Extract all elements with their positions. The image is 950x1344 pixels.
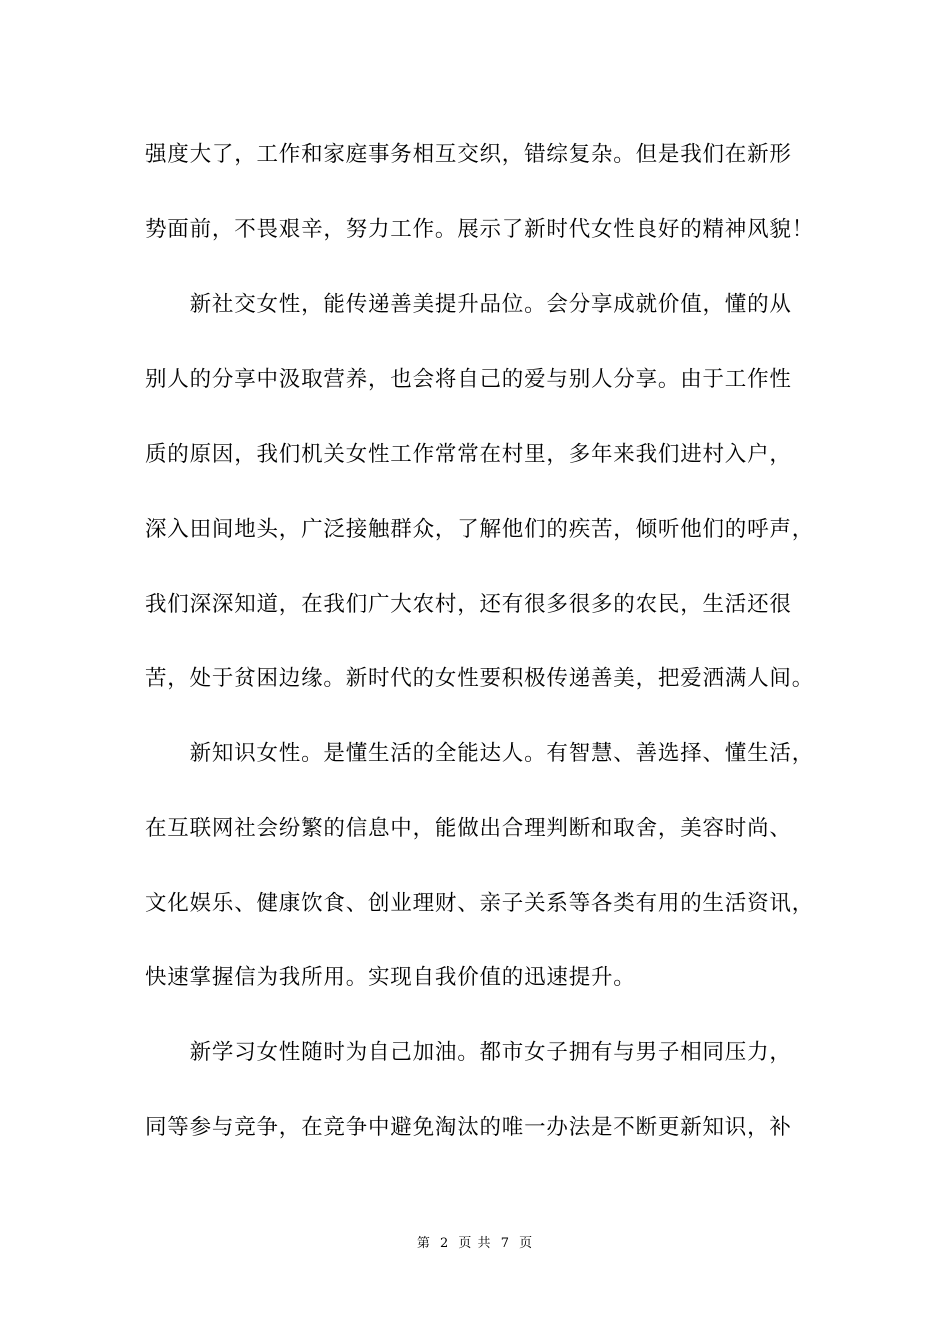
text-line-6: 深入田间地头，广泛接触群众，了解他们的疾苦，倾听他们的呼声， xyxy=(145,517,815,542)
text-line-4: 别人的分享中汲取营养，也会将自己的爱与别人分享。由于工作性 xyxy=(145,367,792,392)
footer-page-number: 2 xyxy=(440,1236,450,1251)
footer-prefix: 第 xyxy=(416,1236,431,1251)
text-line-10: 在互联网社会纷繁的信息中，能做出合理判断和取舍，美容时尚、 xyxy=(145,816,792,841)
footer-middle: 页 共 xyxy=(458,1236,492,1251)
text-line-7: 我们深深知道，在我们广大农村，还有很多很多的农民，生活还很 xyxy=(145,592,792,617)
text-line-5: 质的原因，我们机关女性工作常常在村里，多年来我们进村入户， xyxy=(145,442,792,467)
text-line-3: 新社交女性，能传递善美提升品位。会分享成就价值，懂的从 xyxy=(145,292,792,317)
footer-suffix: 页 xyxy=(519,1236,534,1251)
text-line-2: 势面前，不畏艰辛，努力工作。展示了新时代女性良好的精神风貌！ xyxy=(145,217,815,242)
footer-total-pages: 7 xyxy=(500,1236,510,1251)
text-line-1: 强度大了，工作和家庭事务相互交织，错综复杂。但是我们在新形 xyxy=(145,142,792,167)
text-line-9: 新知识女性。是懂生活的全能达人。有智慧、善选择、懂生活， xyxy=(145,741,815,766)
text-line-14: 同等参与竞争，在竞争中避免淘汰的唯一办法是不断更新知识，补 xyxy=(145,1115,792,1140)
page-footer xyxy=(0,1236,950,1252)
text-line-12: 快速掌握信为我所用。实现自我价值的迅速提升。 xyxy=(145,965,636,990)
text-line-11: 文化娱乐、健康饮食、创业理财、亲子关系等各类有用的生活资讯， xyxy=(145,891,815,916)
text-line-13: 新学习女性随时为自己加油。都市女子拥有与男子相同压力， xyxy=(145,1040,792,1065)
text-line-8: 苦，处于贫困边缘。新时代的女性要积极传递善美，把爱洒满人间。 xyxy=(145,666,815,691)
